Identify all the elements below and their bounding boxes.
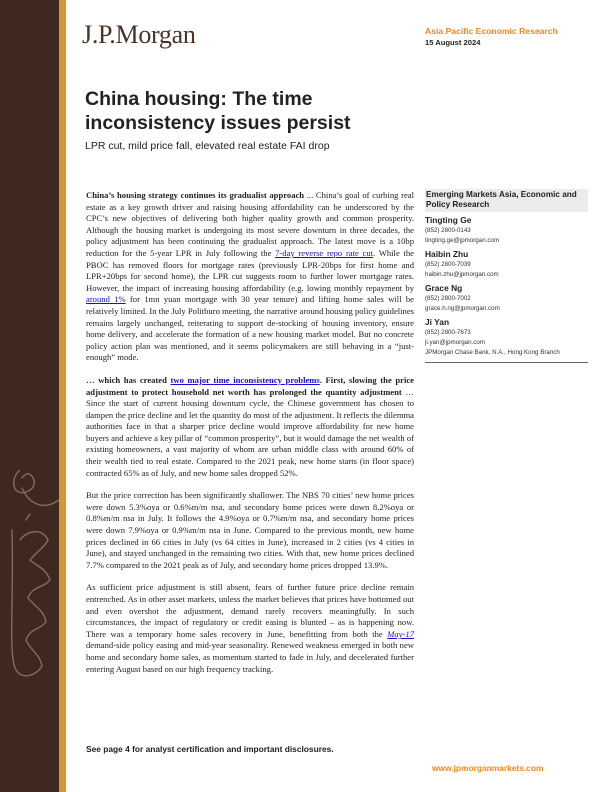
analyst-card (425, 317, 588, 358)
analyst-phone: (852) 2800-0143 (425, 227, 471, 234)
analyst-email[interactable]: grace.h.ng@jpmorgan.com (425, 305, 500, 312)
page-title: China housing: The time inconsistency issues persist (85, 88, 351, 134)
analyst-contacts (425, 189, 588, 363)
analyst-email[interactable]: ji.yan@jpmorgan.com (425, 339, 485, 346)
jpmorgan-logo: J.P.Morgan (82, 20, 196, 49)
around-1pct-link[interactable]: around 1% (86, 294, 126, 305)
footer-url-link[interactable]: www.jpmorganmarkets.com (432, 763, 544, 773)
time-inconsistency-link[interactable]: two major time inconsistency problems (170, 374, 320, 385)
analyst-entity: JPMorgan Chase Bank, N.A., Hong Kong Branch (425, 349, 560, 356)
disclosure-note: See page 4 for analyst certification and important disclosures. (86, 744, 334, 754)
may-17-link[interactable]: May-17 (387, 628, 414, 639)
analyst-name: Ji Yan (425, 317, 450, 327)
analyst-name: Haibin Zhu (425, 249, 469, 259)
analyst-name: Grace Ng (425, 283, 463, 293)
jpmorgan-signature-icon (0, 470, 59, 710)
divider (425, 362, 588, 363)
analyst-card (425, 215, 588, 246)
analyst-card (425, 283, 588, 314)
analyst-name: Tingting Ge (425, 215, 472, 225)
page-subtitle: LPR cut, mild price fall, elevated real estate FAI drop (85, 140, 330, 152)
paragraph-2: … which has created two major time inconsistency problems. First, slowing the price adjustment to protect household net worth has prolonged the quantity adjustment … Since the start of current housing downturn cycle, the Chinese government has chosen to dampen the price decline and let the quantity do most of the adjustment. It reflects the dilemma authorities face in that a sharper price decline would improve affordability for new home buyers and achieve a key pillar of “common prosperity”, but it would damage the net wealth of existing homeowners, a vast majority of whom are urban middle class with around 60% of their wealth tied to real estate. Compared to the 2021 peak, new home starts (in floor space) contracted 65% as of July, and new home sales dropped 52%. (86, 374, 414, 478)
repo-rate-cut-link[interactable]: 7-day reverse repo rate cut (275, 247, 374, 258)
research-team-label: Emerging Markets Asia, Economic and Policy Research (425, 189, 588, 212)
paragraph-4: As sufficient price adjustment is still absent, fears of further future price decline remain entrenched. As in other asset markets, unless the market believes that prices have bottomed out and even overshot the adjustment, demand rarely recovers meaningfully. In such circumstances, the impact of regulatory or credit easing is blunted – as is happening now. There was a temporary home sales recovery in June, benefitting from both the May-17 demand-side policy easing and mid-year seasonality. Renewed weakness emerged in both new home and secondary home sales, as momentum started to fade in July, and decelerated further entering August based on our high frequency tracking. (86, 582, 414, 674)
analyst-phone: (852) 2800-7039 (425, 261, 471, 268)
analyst-email[interactable]: tingting.ge@jpmorgan.com (425, 237, 500, 244)
analyst-email[interactable]: haibin.zhu@jpmorgan.com (425, 271, 499, 278)
analyst-phone: (852) 2800-7002 (425, 295, 471, 302)
paragraph-1: China’s housing strategy continues its gradualist approach ... China’s goal of curbing real estate as a key growth driver and raising housing affordability can be underscored by the CPC’s new objectives of delivering both higher quality growth and common prosperity. Although the housing market is undergoing its most severe downturn in three decades, the policy adjustment has been continuing the gradualist approach. The latest move is a 10bp reduction for the 5-year LPR in July following the 7-day reverse repo rate cut. While the PBOC has removed floors for mortgage rates (previously LPR-20bps for first home and LPR+20bps for second home), the LPR cut suggests room to further lower mortgage rates. However, the impact of increasing housing affordability (e.g. lowing monthly repayment by around 1% for 1mn yuan mortgage with 30 year tenure) and lifting home sales will be relatively limited. In the July Politburo meeting, the narrative around housing policy guidelines remains largely unchanged, reiterating to support de-stocking of housing inventory, ensure home delivery, and accelerate the formation of a new housing market model. But no concrete policy action plan was mentioned, and it seems policymakers are still behaving in a “just-enough” mode. (86, 190, 414, 363)
analyst-card (425, 249, 588, 280)
sidebar-gold-accent (59, 0, 66, 792)
main-article-body (86, 190, 414, 686)
publication-date: 15 August 2024 (425, 38, 481, 47)
paragraph-3: But the price correction has been significantly shallower. The NBS 70 cities’ new home prices were down 5.3%oya or 0.6%m/m nsa, and secondary home prices were down 8.2%oya or 0.8%m/m nsa in July. It follows the 4.9%oya or 0.7%m/m nsa, and secondary home prices were down 7.9%oya or 0.9%m/m nsa in June. Compared to the previous month, new home prices declined in 66 cities in July (vs 64 cities in June), increased in 2 cities (vs 4 cities in June), and stayed unchanged in the remaining two cities. With that, new home prices declined 7.7% compared to the 2021 peak as of July, and secondary home prices dropped 13.9%. (86, 490, 414, 570)
analyst-phone: (852) 2800-7673 (425, 329, 471, 336)
paragraph-lead: China’s housing strategy continues its gradualist approach (86, 190, 305, 200)
department-label: Asia Pacific Economic Research (425, 26, 558, 36)
